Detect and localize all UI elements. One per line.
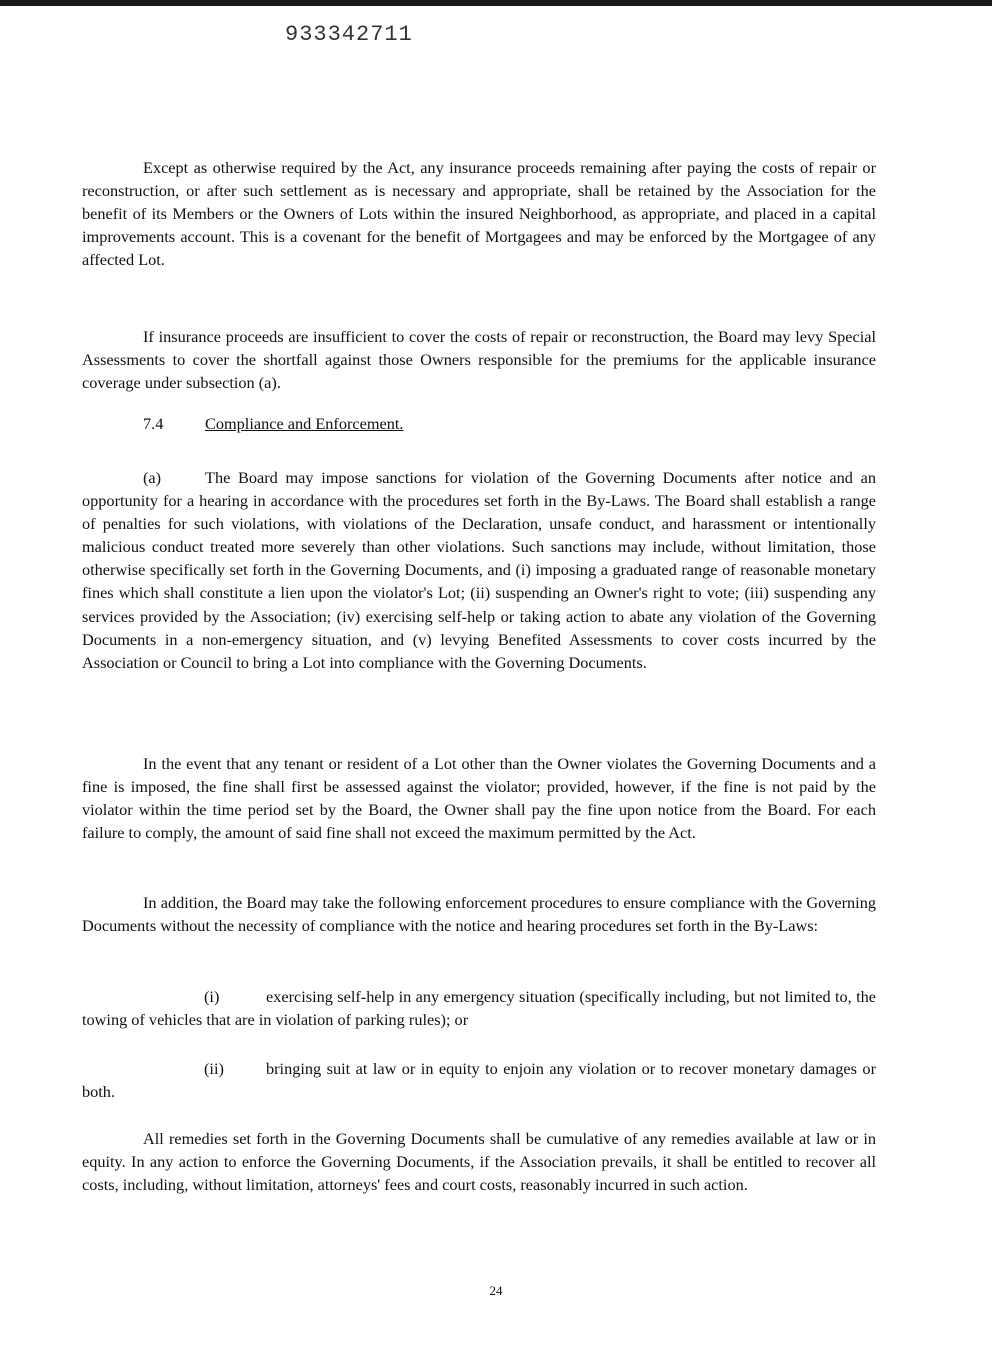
- paragraph-insufficient-proceeds: If insurance proceeds are insufficient to cover the costs of repair or reconstruction, the Board may levy Special Assessments to cover the shortfall against those Owners responsible for the premiums for the applicable insurance coverage under subsection (a).: [82, 327, 876, 393]
- list-item-text: exercising self-help in any emergency situation (specifically including, but not limited to, the towing of vehicles that are in violation of parking rules); or: [82, 987, 876, 1030]
- paragraph-sanctions: [82, 466, 876, 674]
- document-number: 933342711: [285, 22, 413, 47]
- section-number: 7.4: [143, 414, 164, 433]
- scan-top-border: [0, 0, 992, 6]
- paragraph-remedies: All remedies set forth in the Governing Documents shall be cumulative of any remedies available at law or in equity. In any action to enforce the Governing Documents, if the Association prevails, it shall be entitled to recover all costs, including, without limitation, attorneys' fees and court costs, reasonably incurred in such action.: [82, 1129, 876, 1195]
- section-heading: [143, 412, 403, 435]
- paragraph-enforcement-intro: In addition, the Board may take the following enforcement procedures to ensure compliance with the Governing Documents without the necessity of compliance with the notice and hearing procedures set forth in the By-Laws:: [82, 893, 876, 936]
- list-item-marker: (ii): [204, 1059, 224, 1078]
- page-number: 24: [489, 1283, 503, 1298]
- list-item: [82, 1057, 876, 1103]
- list-item-text: bringing suit at law or in equity to enjoin any violation or to recover monetary damages or both.: [82, 1059, 876, 1102]
- paragraph-insurance-proceeds: Except as otherwise required by the Act, any insurance proceeds remaining after paying the costs of repair or reconstruction, or after such settlement as is necessary and appropriate, shall be retained by the Association for the benefit of its Members or the Owners of Lots within the insured Neighborhood, as appropriate, and placed in a capital improvements account. This is a covenant for the benefit of Mortgagees and may be enforced by the Mortgagee of any affected Lot.: [82, 158, 876, 270]
- paragraph-tenant-violation: In the event that any tenant or resident of a Lot other than the Owner violates the Governing Documents and a fine is imposed, the fine shall first be assessed against the violator; provided, however, if the fine is not paid by the violator within the time period set by the Board, the Owner shall pay the fine upon notice from the Board. For each failure to comply, the amount of said fine shall not exceed the maximum permitted by the Act.: [82, 754, 876, 843]
- sanctions-text: The Board may impose sanctions for violation of the Governing Documents after notice and an opportunity for a hearing in accordance with the procedures set forth in the By-Laws. The Board shall establish a range of penalties for such violations, with violations of the Declaration, unsafe conduct, and harassment or intentionally malicious conduct treated more severely than other violations. Such sanctions may include, without limitation, those otherwise specifically set forth in the Governing Documents, and (i) imposing a graduated range of reasonable monetary fines which shall constitute a lien upon the violator's Lot; (ii) suspending an Owner's right to vote; (iii) suspending any services provided by the Association; (iv) exercising self-help or taking action to abate any violation of the Governing Documents in a non-emergency situation, and (v) levying Benefited Assessments to cover costs incurred by the Association or Council to bring a Lot into compliance with the Governing Documents.: [82, 468, 876, 672]
- list-item-marker: (i): [204, 987, 220, 1006]
- section-title: Compliance and Enforcement.: [205, 414, 404, 433]
- list-item: [82, 985, 876, 1031]
- subsection-marker: (a): [143, 468, 162, 487]
